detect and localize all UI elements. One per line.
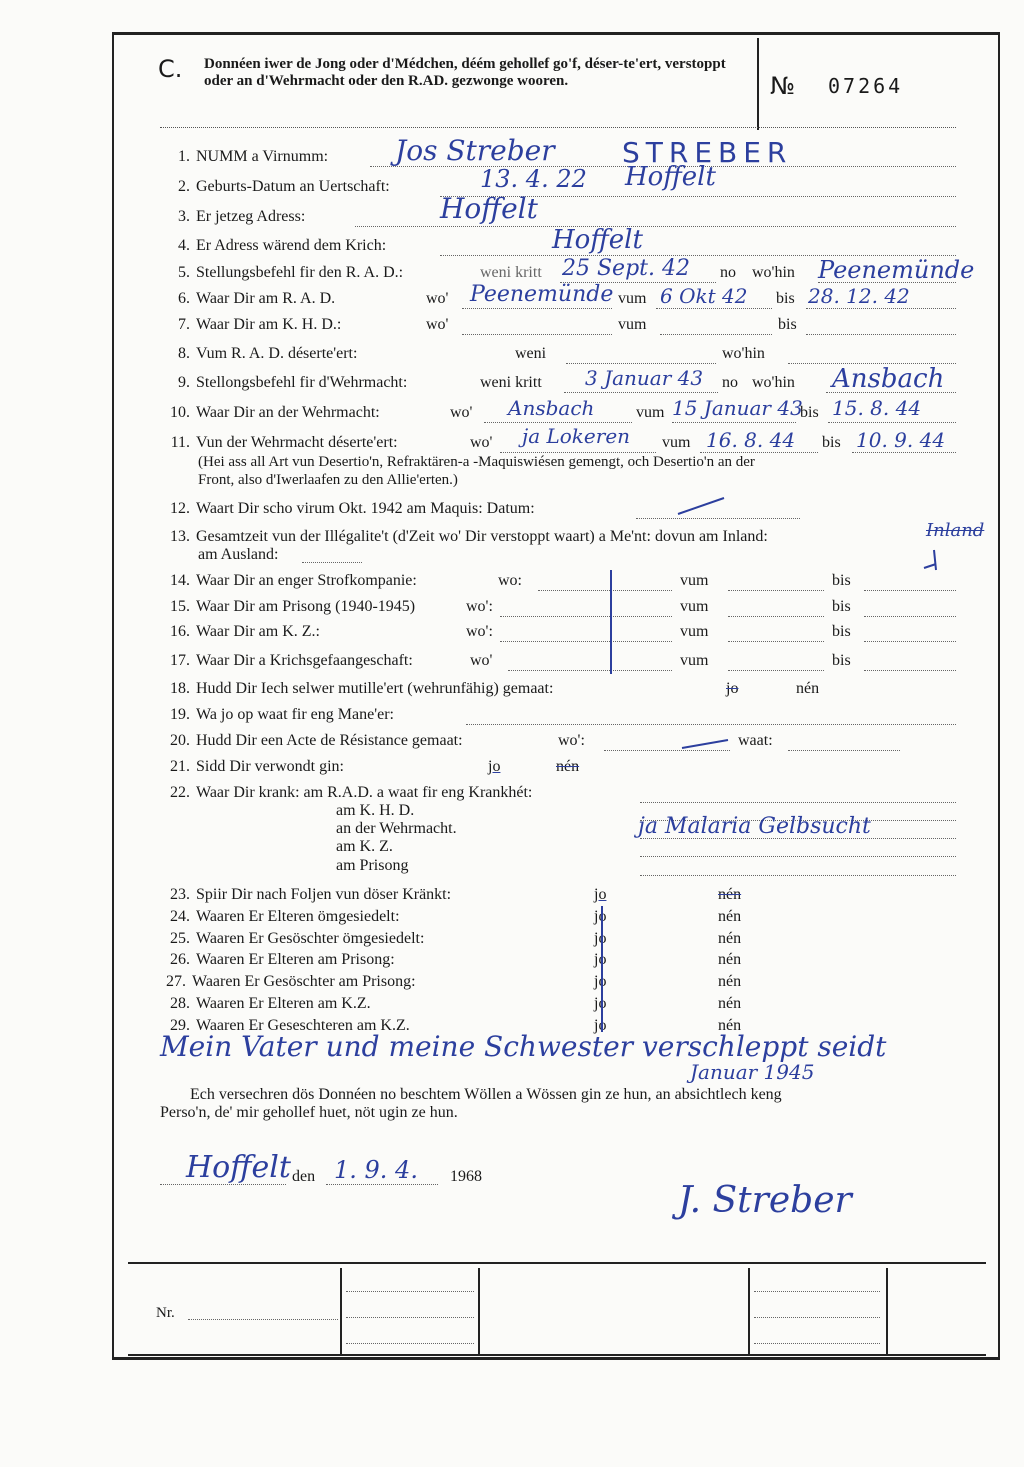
strike-line-2	[597, 904, 607, 1034]
surname-print[interactable]: STREBER	[622, 136, 793, 169]
row-27: 27. Waaren Er Gesöschter am Prisong:	[166, 973, 416, 990]
row-26: 26. Waaren Er Elteren am Prisong:	[170, 951, 395, 968]
remark-line-1: Mein Vater und meine Schwester verschleppt seidt	[160, 1030, 887, 1063]
wehrmacht-from[interactable]: 15 Januar 43	[672, 396, 803, 420]
row-3: 3. Er jetzeg Adress:	[178, 208, 306, 225]
row-24: 24. Waaren Er Elteren ömgesiedelt:	[170, 908, 400, 925]
row-8: 8. Vum R. A. D. déserte'ert:	[178, 345, 358, 362]
row-29: 29. Waaren Er Geseschteren am K.Z.	[170, 1017, 410, 1034]
rad-place[interactable]: Peenemünde	[470, 282, 614, 307]
desertion-to[interactable]: 10. 9. 44	[856, 428, 946, 452]
row-11: 11. Vun der Wehrmacht déserte'ert:	[170, 434, 398, 451]
nr-label: Nr.	[156, 1305, 175, 1321]
row-10: 10. Waar Dir an der Wehrmacht:	[170, 404, 380, 421]
declaration-line-2: Perso'n, de' mir gehollef huet, nöt ugin ze hun.	[160, 1104, 458, 1121]
row-15: 15. Waar Dir am Prisong (1940-1945)	[170, 598, 416, 615]
row-18-jo[interactable]: jo	[726, 680, 739, 697]
row-21: 21. Sidd Dir verwondt gin:	[170, 758, 344, 775]
row-28: 28. Waaren Er Elteren am K.Z.	[170, 995, 371, 1012]
row-25: 25. Waaren Er Gesöschter ömgesiedelt:	[170, 930, 425, 947]
row-23-nen[interactable]: nén	[718, 886, 742, 903]
wehrmacht-order-date[interactable]: 3 Januar 43	[585, 366, 704, 390]
row-14: 14. Waar Dir an enger Strofkompanie:	[170, 572, 417, 589]
header-divider	[757, 38, 759, 130]
row-12: 12. Waart Dir scho virum Okt. 1942 am Maquis: Datum:	[170, 500, 535, 517]
row-11-note-1: (Hei ass all Art vun Desertio'n, Refraktären-a -Maquiswiésen gemengt, och Desertio'n an der	[198, 454, 755, 470]
rad-order-date[interactable]: 25 Sept. 42	[562, 256, 690, 281]
birth-place[interactable]: Hoffelt	[625, 162, 716, 192]
row-21-nen[interactable]: nén	[556, 758, 580, 775]
row-23-jo[interactable]: jo	[594, 886, 607, 903]
row-13: 13. Gesamtzeit vun der Illégalite't (d'Zeit wo' Dir verstoppt waart) a Me'nt: dovun am Inland:	[170, 528, 768, 545]
footer-top-rule	[128, 1262, 986, 1264]
rad-order-place[interactable]: Peenemünde	[818, 256, 975, 284]
signature[interactable]: J. Streber	[678, 1180, 852, 1221]
wartime-address[interactable]: Hoffelt	[552, 225, 643, 255]
row-20: 20. Hudd Dir een Acte de Résistance gemaat:	[170, 732, 463, 749]
wehrmacht-order-place[interactable]: Ansbach	[832, 364, 945, 394]
row-5: 5. Stellungsbefehl fir den R. A. D.:	[178, 264, 404, 281]
row-16: 16. Waar Dir am K. Z.:	[170, 623, 320, 640]
tick-mark	[922, 548, 946, 572]
current-address[interactable]: Hoffelt	[440, 192, 538, 225]
dash-mark	[676, 494, 726, 516]
row-23: 23. Spiir Dir nach Foljen vun döser Kränkt:	[170, 886, 452, 903]
row-18: 18. Hudd Dir Iech selwer mutille'ert (wehrunfähig) gemaat:	[170, 680, 554, 697]
row-22: 22. Waar Dir krank: am R.A.D. a waat fir eng Krankhét:	[170, 784, 533, 801]
remark-line-2: Januar 1945	[690, 1060, 815, 1084]
name-handwritten[interactable]: Jos Streber	[395, 134, 555, 167]
dash-mark-2	[680, 736, 730, 750]
wehrmacht-to[interactable]: 15. 8. 44	[832, 396, 922, 420]
strike-line	[606, 568, 616, 676]
rad-to[interactable]: 28. 12. 42	[808, 284, 910, 308]
declaration-line-1: Ech versechren dös Donnéen no beschtem Wöllen a Wössen gin ze hun, an absichtlech keng	[190, 1086, 782, 1103]
row-11-note-2: Front, also d'Iwerlaafen zu den Allie'erten.)	[198, 472, 458, 488]
row-19: 19. Wa jo op waat fir eng Mane'er:	[170, 706, 394, 723]
row-6: 6. Waar Dir am R. A. D.	[178, 290, 336, 307]
desertion-place[interactable]: ja Lokeren	[522, 424, 631, 448]
inland-answer[interactable]: Inland	[926, 520, 985, 541]
illness[interactable]: ja Malaria Gelbsucht	[638, 814, 871, 839]
wehrmacht-place[interactable]: Ansbach	[508, 396, 595, 420]
signature-date[interactable]: 1. 9. 4.	[334, 1156, 418, 1184]
row-2: 2. Geburts-Datum an Uertschaft:	[178, 178, 390, 195]
birth-date[interactable]: 13. 4. 22	[480, 165, 587, 193]
rad-from[interactable]: 6 Okt 42	[660, 284, 748, 308]
desertion-from[interactable]: 16. 8. 44	[706, 428, 796, 452]
form-title: Donnéen iwer de Jong oder d'Médchen, déém gehollef go'f, déser-te'ert, verstoppt oder an d'Wehrmacht oder den R.AD. gezwonge wooren.	[204, 56, 726, 89]
row-21-jo[interactable]: jo	[488, 758, 501, 775]
row-1: 1. NUMM a Virnumm:	[178, 148, 329, 165]
row-7: 7. Waar Dir am K. H. D.:	[178, 316, 342, 333]
row-17: 17. Waar Dir a Krichsgefaangeschaft:	[170, 652, 413, 669]
header-rule	[160, 127, 956, 128]
number-sign: №	[770, 72, 795, 100]
signature-place[interactable]: Hoffelt	[186, 1150, 291, 1185]
section-letter: C.	[158, 55, 183, 83]
row-18-nen[interactable]: nén	[796, 680, 820, 697]
row-4: 4. Er Adress wärend dem Krich:	[178, 237, 387, 254]
form-number: 07264	[828, 74, 904, 98]
row-9: 9. Stellongsbefehl fir d'Wehrmacht:	[178, 374, 408, 391]
footer-bottom-rule	[128, 1354, 986, 1356]
